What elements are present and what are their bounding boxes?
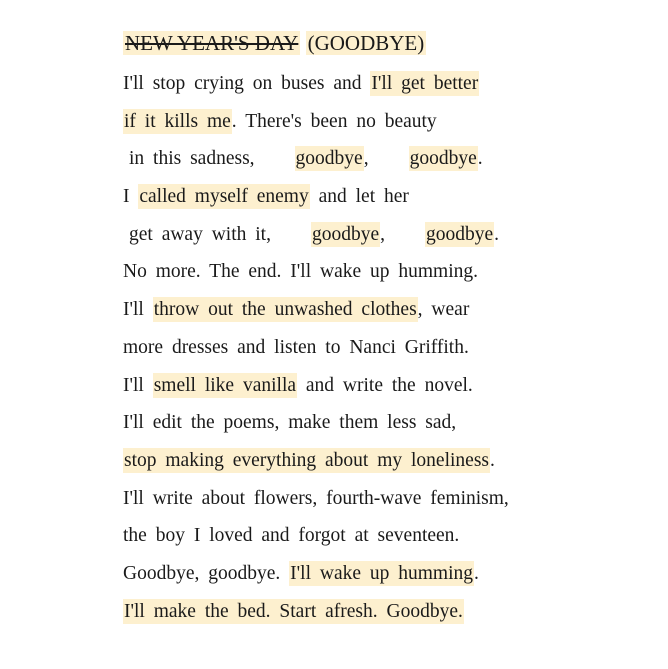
poem-line [123,103,509,141]
line-text: in this sadness, [129,148,255,170]
poem-line [123,442,509,480]
highlighted-phrase: smell like vanilla [153,374,297,396]
highlighted-phrase: throw out the unwashed clothes [153,299,417,321]
highlighted-phrase: goodbye [295,148,363,170]
line-text: . [477,148,483,170]
line-text: , [363,148,369,170]
line-text: the boy I loved and forgot at seventeen. [123,525,460,547]
poem-line [123,480,509,518]
line-text: get away with it, [129,223,271,245]
poem-title [123,29,426,57]
highlighted-phrase: I'll get better [371,73,479,94]
line-text: I'll [123,299,153,321]
line-text: Goodbye, goodbye. [123,562,290,584]
line-text: I'll stop crying on buses and [123,73,371,94]
line-text: I'll write about flowers, fourth-wave feminism, [123,487,509,509]
highlighted-phrase: I'll wake up humming [290,562,474,584]
poem-line [123,329,509,367]
highlighted-phrase: goodbye [409,148,477,170]
line-text: more dresses and listen to Nanci Griffith. [123,336,469,358]
highlighted-phrase: I'll make the bed. Start afresh. Goodbye. [124,600,463,622]
poem-line [123,216,509,254]
line-text: I [123,186,139,208]
line-text: No more. The end. I'll wake up humming. [123,261,479,283]
line-text: and let her [309,186,409,208]
poem-line [123,291,509,329]
line-text: I'll edit the poems, make them less sad, [123,412,457,434]
line-text: . [490,449,495,471]
line-text: . [494,223,500,245]
poem-line [123,367,509,405]
highlighted-phrase: goodbye [311,223,380,245]
poem-line [123,140,509,178]
line-text: , wear [417,299,470,321]
title-subtitle: (GOODBYE) [307,31,425,55]
poem-line [123,404,509,442]
poem-line [123,517,509,555]
line-text: and write the novel. [297,374,473,396]
poem-line [123,65,509,103]
poem-line [123,593,509,631]
line-text: . There's been no beauty [231,110,437,132]
highlighted-phrase: goodbye [426,223,494,245]
highlighted-phrase: stop making everything about my loneliness [124,449,489,471]
highlighted-phrase: called myself enemy [139,186,309,208]
title-struck-text: NEW YEAR'S DAY [125,31,299,55]
poem-line [123,253,509,291]
poem-line [123,178,509,216]
line-text: , [380,223,385,245]
highlighted-phrase: if it kills me [124,110,231,132]
poem-body [123,65,509,630]
line-text: . [474,562,479,584]
poem-line [123,555,509,593]
line-text: I'll [123,374,153,396]
